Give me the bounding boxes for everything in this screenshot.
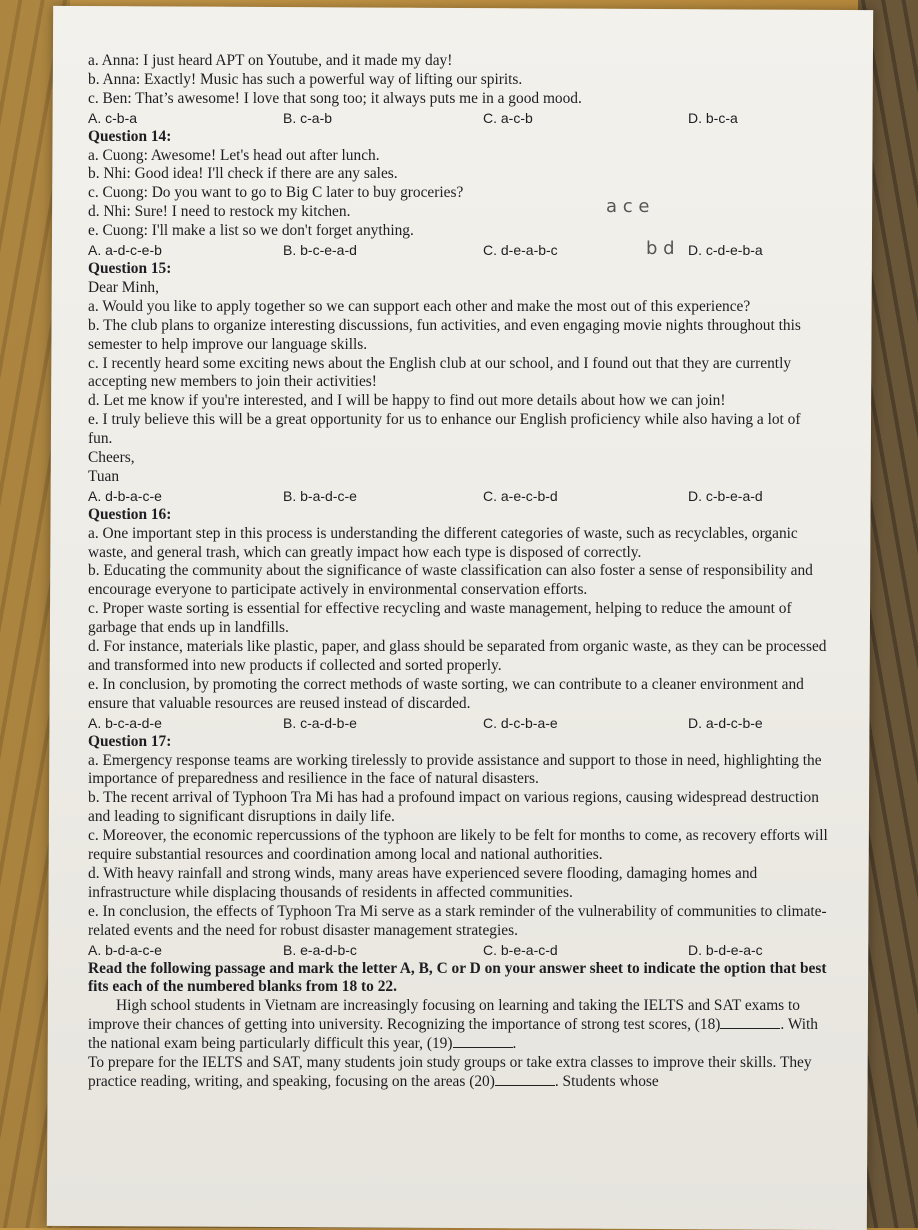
- q13-option-d[interactable]: D. b-c-a: [688, 109, 738, 126]
- passage-p2-text: . With the national exam being particularly difficult this year, (19): [88, 1016, 818, 1053]
- q17-option-c[interactable]: C. b-e-a-c-d: [483, 941, 558, 958]
- q14-title: Question 14:: [88, 127, 172, 145]
- q13-options: [88, 109, 788, 128]
- q17-options: [88, 941, 788, 960]
- q14-line-d: d. Nhi: Sure! I need to restock my kitchen.: [88, 203, 351, 221]
- q17-option-a[interactable]: A. b-d-a-c-e: [88, 941, 162, 958]
- q15-option-d[interactable]: D. c-b-e-a-d: [688, 487, 763, 504]
- q13-option-c[interactable]: C. a-c-b: [483, 109, 533, 126]
- q15-line-e: e. I truly believe this will be a great opportunity for us to enhance our English proficiency while also having a lot of fun.: [88, 411, 801, 448]
- q15-option-b[interactable]: B. b-a-d-c-e: [283, 487, 357, 504]
- q15-signature: Tuan: [88, 467, 120, 485]
- q16-option-d[interactable]: D. a-d-c-b-e: [688, 714, 763, 731]
- q16-option-c[interactable]: C. d-c-b-a-e: [483, 714, 558, 731]
- passage-p4-text: To prepare for the IELTS and SAT, many students join study groups or take extra classes to improve their skills. They practice reading, writing, and speaking, focusing on the areas (20): [88, 1054, 812, 1090]
- handwritten-note-2: b d: [646, 238, 675, 259]
- q14-option-d[interactable]: D. c-d-e-b-a: [688, 242, 763, 259]
- q15-greeting: Dear Minh,: [88, 278, 159, 296]
- q14-option-a[interactable]: A. a-d-c-e-b: [88, 242, 162, 259]
- q13-option-a[interactable]: A. c-b-a: [88, 109, 138, 126]
- q14-options: [88, 241, 788, 260]
- q17-line-b: b. The recent arrival of Typhoon Tra Mi has had a profound impact on various regions, causing widespread destruction and leading to significant disruptions in daily life.: [88, 789, 819, 826]
- q14-option-b[interactable]: B. b-c-e-a-d: [283, 242, 357, 259]
- q14-line-e: e. Cuong: I'll make a list so we don't forget anything.: [88, 222, 414, 240]
- q15-option-a[interactable]: A. d-b-a-c-e: [88, 487, 162, 504]
- q16-line-d: d. For instance, materials like plastic, paper, and glass should be separated from organic waste, as they can be processed and transformed into new products if collected and sorted properly.: [88, 638, 827, 674]
- q16-line-a: a. One important step in this process is understanding the different categories of waste, such as recyclables, organic waste, and general trash, which can greatly impact how each type is disposed of correctly.: [88, 524, 798, 561]
- q16-title: Question 16:: [88, 505, 172, 523]
- q13-line-c: c. Ben: That’s awesome! I love that song too; it always puts me in a good mood.: [88, 89, 582, 107]
- q14-option-c[interactable]: C. d-e-a-b-c: [483, 242, 558, 259]
- passage-paragraph-1: [88, 997, 828, 1054]
- passage-instruction: Read the following passage and mark the letter A, B, C or D on your answer sheet to indicate the option that best fits each of the numbered blanks from 18 to 22.: [88, 959, 827, 996]
- q15-line-d: d. Let me know if you're interested, and I will be happy to find out more details about how we can join!: [88, 392, 726, 410]
- handwritten-note-1: a c e: [606, 196, 650, 217]
- q15-title: Question 15:: [88, 259, 172, 277]
- q13-option-b[interactable]: B. c-a-b: [283, 109, 333, 126]
- q15-line-c: c. I recently heard some exciting news about the English club at our school, and I found out that they are currently accepting new members to join their activities!: [88, 354, 792, 391]
- q16-option-b[interactable]: B. c-a-d-b-e: [283, 714, 357, 731]
- worksheet: [88, 52, 828, 1092]
- q13-line-a: a. Anna: I just heard APT on Youtube, and it made my day!: [88, 52, 453, 69]
- blank-20[interactable]: [495, 1085, 555, 1086]
- passage-paragraph-2: [88, 1054, 828, 1092]
- passage-p3-text: .: [512, 1035, 517, 1053]
- q17-line-d: d. With heavy rainfall and strong winds, many areas have experienced severe flooding, damaging homes and infrastructure while displacing thousands of residents in affected communities.: [88, 864, 758, 901]
- q14-line-a: a. Cuong: Awesome! Let's head out after lunch.: [88, 146, 380, 164]
- passage-p1-text: High school students in Vietnam are increasingly focusing on learning and taking the IELTS and SAT exams to improve their chances of getting into university. Recognizing the importance of strong test scores, (18): [88, 997, 800, 1034]
- q17-option-b[interactable]: B. e-a-d-b-c: [283, 941, 357, 958]
- q15-option-c[interactable]: C. a-e-c-b-d: [483, 487, 558, 504]
- q13-line-b: b. Anna: Exactly! Music has such a powerful way of lifting our spirits.: [88, 70, 523, 88]
- q16-line-e: e. In conclusion, by promoting the correct methods of waste sorting, we can contribute to a cleaner environment and ensure that valuable resources are reused instead of discarded.: [88, 675, 804, 712]
- q14-line-c: c. Cuong: Do you want to go to Big C later to buy groceries?: [88, 184, 464, 202]
- q16-option-a[interactable]: A. b-c-a-d-e: [88, 714, 162, 731]
- q17-line-c: c. Moreover, the economic repercussions of the typhoon are likely to be felt for months to come, as recovery efforts will require substantial resources and coordination among local and national authorities.: [88, 827, 828, 864]
- q17-line-a: a. Emergency response teams are working tirelessly to provide assistance and support to those in need, highlighting the importance of preparedness and resilience in the face of natural disasters.: [88, 751, 822, 788]
- passage-p5-text: . Students whose: [554, 1072, 659, 1090]
- q15-line-a: a. Would you like to apply together so we can support each other and make the most out of this experience?: [88, 297, 751, 315]
- blank-19[interactable]: [453, 1047, 513, 1048]
- q15-line-b: b. The club plans to organize interesting discussions, fun activities, and even engaging movie nights throughout this semester to help improve our language skills.: [88, 316, 801, 353]
- q16-options: [88, 714, 788, 733]
- q17-line-e: e. In conclusion, the effects of Typhoon Tra Mi serve as a stark reminder of the vulnerability of communities to climate-related events and the need for robust disaster management strategies.: [88, 902, 827, 939]
- q17-title: Question 17:: [88, 732, 172, 750]
- q15-closing: Cheers,: [88, 449, 135, 467]
- q16-line-b: b. Educating the community about the significance of waste classification can also foster a sense of responsibility and encourage everyone to participate actively in environmental conservation efforts.: [88, 562, 813, 599]
- q16-line-c: c. Proper waste sorting is essential for effective recycling and waste management, helping to reduce the amount of garbage that ends up in landfills.: [88, 600, 792, 637]
- blank-18[interactable]: [720, 1028, 780, 1029]
- q14-line-b: b. Nhi: Good idea! I'll check if there are any sales.: [88, 165, 398, 183]
- q15-options: [88, 487, 788, 506]
- q17-option-d[interactable]: D. b-d-e-a-c: [688, 941, 763, 958]
